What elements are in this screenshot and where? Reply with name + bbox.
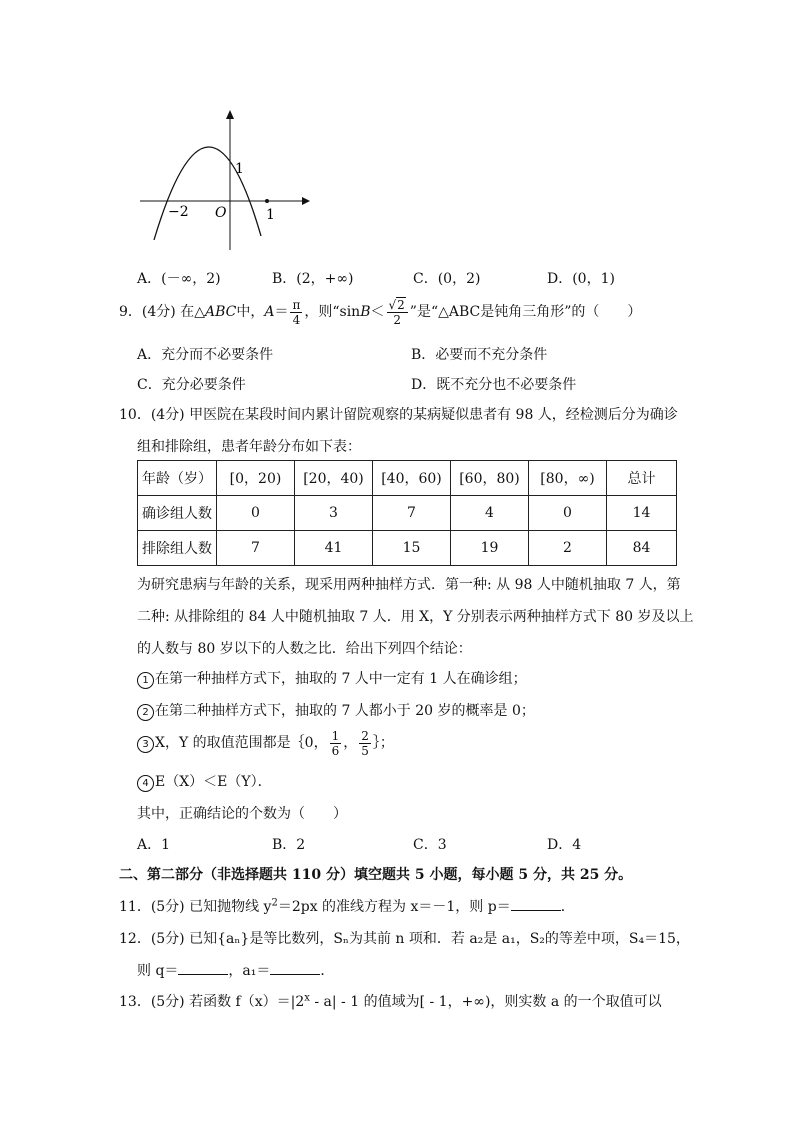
table-cell: 84 — [607, 531, 677, 566]
table-cell: 15 — [373, 531, 451, 566]
section-2-heading: 二、第二部分（非选择题共 110 分）填空题共 5 小题，每小题 5 分，共 25 分。 — [119, 867, 633, 883]
q9-option-b: B．必要而不充分条件 — [411, 347, 548, 363]
answer-blank — [178, 962, 228, 975]
q10-stem-line1: 10．(4分) 甲医院在某段时间内累计留院观察的某病疑似患者有 98 人，经检测后分为确诊 — [119, 407, 678, 423]
y-label-1: 1 — [235, 161, 244, 177]
q9-option-c: C．充分必要条件 — [137, 377, 246, 393]
q10-stem-line2: 组和排除组，患者年龄分布如下表： — [137, 439, 361, 455]
table-cell: 0 — [217, 496, 295, 531]
x-label-neg2: −2 — [168, 204, 189, 220]
point-x1 — [265, 199, 269, 203]
table-row — [138, 496, 677, 531]
table-cell: 7 — [217, 531, 295, 566]
q8-option-a: A．(－∞，2) — [137, 271, 221, 287]
q10-para-line3: 的人数与 80 岁以下的人数之比．给出下列四个结论： — [137, 641, 472, 657]
table-cell: [60，80) — [451, 461, 529, 496]
q10-conclusion-4: 4 E（X）＜E（Y）． — [137, 771, 272, 792]
q10-para-line2: 二种: 从排除组的 84 人中随机抽取 7 人．用 X，Y 分别表示两种抽样方式下 80 岁及以上 — [137, 609, 694, 625]
answer-blank — [511, 898, 561, 911]
q10-option-d: D．4 — [547, 837, 582, 853]
q10-ask: 其中，正确结论的个数为（ ） — [137, 806, 347, 822]
q12-line2: 则 q＝ ，a₁＝ ． — [137, 963, 335, 979]
age-distribution-table — [137, 460, 677, 566]
x-label-1: 1 — [266, 207, 275, 223]
table-cell: [0，20) — [217, 461, 295, 496]
table-cell: 2 — [529, 531, 607, 566]
table-cell: 0 — [529, 496, 607, 531]
table-cell: 排除组人数 — [138, 531, 217, 566]
q10-option-a: A．1 — [137, 837, 171, 853]
circled-number: 4 — [137, 775, 154, 792]
table-cell: 总计 — [607, 461, 677, 496]
circled-number: 1 — [137, 672, 154, 689]
circled-number: 3 — [137, 736, 154, 753]
q10-para-line1: 为研究患病与年龄的关系，现采用两种抽样方式．第一种: 从 98 人中随机抽取 7 人，第 — [137, 577, 681, 593]
table-cell: 4 — [451, 496, 529, 531]
y-axis-arrow — [226, 110, 234, 119]
q10-option-b: B．2 — [272, 837, 306, 853]
table-row — [138, 531, 677, 566]
q8-option-d: D．(0，1) — [547, 271, 615, 287]
table-header-row — [138, 461, 677, 496]
q9-option-a: A．充分而不必要条件 — [137, 347, 274, 363]
table-cell: 7 — [373, 496, 451, 531]
q11: 11．(5分) 已知抛物线 $y^2=2px$ 的准线方程为 x＝－1，则 p＝ ． — [119, 897, 575, 915]
q8-option-c: C．(0，2) — [413, 271, 481, 287]
origin-label: O — [215, 205, 227, 221]
q10-conclusion-2: 2 在第二种抽样方式下，抽取的 7 人都小于 20 岁的概率是 0； — [137, 700, 535, 721]
table-cell: [80，∞) — [529, 461, 607, 496]
table-cell: 3 — [295, 496, 373, 531]
q8-option-b: B．(2，+∞) — [272, 271, 354, 287]
q9-stem: 9．(4分) 在△ABC中，A＝ $\frac{\pi}{4}$ ，则“sinB＜ $\frac{√2}{2}$ ”是“△ABC是钝角三角形”的（ ） — [119, 297, 642, 327]
parabola-graph — [138, 106, 318, 251]
circled-number: 2 — [137, 704, 154, 721]
q9-option-d: D．既不充分也不必要条件 — [411, 377, 577, 393]
table-cell: 年龄（岁） — [138, 461, 217, 496]
q10-conclusion-3: 3 X，Y 的取值范围都是｛0， $\frac{1}{6}$ ， $\frac{2}{5}$ ｝； — [137, 726, 394, 760]
q10-option-c: C．3 — [413, 837, 447, 853]
q12-line1: 12．(5分) 已知{aₙ}是等比数列，Sₙ为其前 n 项和．若 a₂是 a₁，S₂的等差中项，S₄＝15， — [119, 931, 690, 947]
table-cell: 41 — [295, 531, 373, 566]
table-cell: [20，40) — [295, 461, 373, 496]
parabola-curve — [154, 147, 261, 240]
answer-blank — [270, 962, 320, 975]
q13: 13．(5分) 若函数 $f(x)=|2^x - a| - 1$ 的值域为[ - 1，+∞)，则实数 a 的一个取值可以 — [119, 992, 662, 1010]
table-cell: 确诊组人数 — [138, 496, 217, 531]
x-axis-arrow — [302, 197, 310, 205]
q10-conclusion-1: 1 在第一种抽样方式下，抽取的 7 人中一定有 1 人在确诊组； — [137, 668, 527, 689]
table-cell: [40，60) — [373, 461, 451, 496]
table-cell: 14 — [607, 496, 677, 531]
table-cell: 19 — [451, 531, 529, 566]
